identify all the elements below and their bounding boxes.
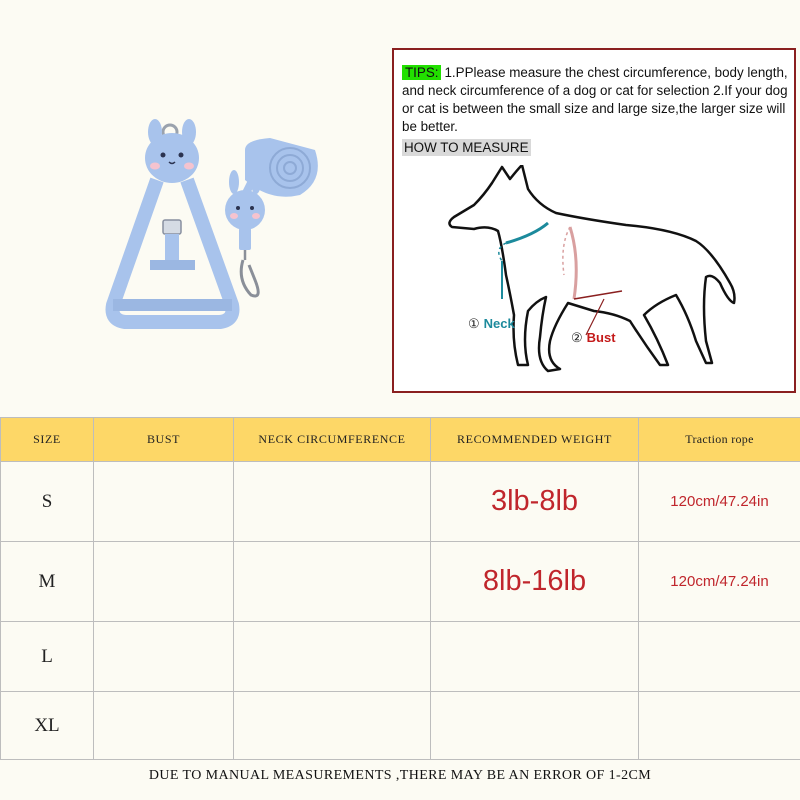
bust-label: [571, 330, 616, 346]
bust-cell: [94, 692, 234, 760]
tips-label: TIPS:: [402, 65, 441, 80]
harness-illustration: [113, 119, 233, 322]
table-row: [1, 462, 800, 542]
tips-panel: [392, 48, 796, 393]
size-chart-table: [0, 417, 800, 760]
weight-cell: 8lb-16lb: [431, 542, 639, 622]
bust-cell: [94, 622, 234, 692]
size-cell: L: [1, 622, 94, 692]
bust-label-text: Bust: [586, 330, 616, 345]
table-row: [1, 622, 800, 692]
header-size: SIZE: [1, 418, 94, 462]
neck-cell: [234, 462, 431, 542]
rope-cell: [639, 622, 800, 692]
neck-label-text: Neck: [483, 316, 515, 331]
table-row: [1, 692, 800, 760]
neck-number: ①: [468, 316, 480, 331]
rope-cell: 120cm/47.24in: [639, 542, 800, 622]
how-to-measure-heading: HOW TO MEASURE: [404, 140, 529, 155]
table-header-row: [1, 418, 800, 462]
neck-cell: [234, 542, 431, 622]
weight-cell: 3lb-8lb: [431, 462, 639, 542]
weight-cell: [431, 622, 639, 692]
leash-illustration: [225, 138, 318, 296]
bust-number: ②: [571, 330, 583, 345]
size-cell: S: [1, 462, 94, 542]
measurement-disclaimer: DUE TO MANUAL MEASUREMENTS ,THERE MAY BE AN ERROR OF 1-2CM: [148, 768, 652, 783]
rope-cell: [639, 692, 800, 760]
tips-text-block: [402, 64, 794, 136]
neck-cell: [234, 622, 431, 692]
header-bust: BUST: [94, 418, 234, 462]
bust-cell: [94, 462, 234, 542]
harness-leash-image: [95, 110, 325, 340]
header-neck: NECK CIRCUMFERENCE: [234, 418, 431, 462]
neck-cell: [234, 692, 431, 760]
rope-cell: 120cm/47.24in: [639, 462, 800, 542]
size-cell: M: [1, 542, 94, 622]
header-rope: Traction rope: [639, 418, 800, 462]
tips-body: 1.PPlease measure the chest circumference, body length, and neck circumference of a dog or cat for selection 2.If your dog or cat is between the small size and large size,the larger size will be better.: [402, 65, 788, 134]
table-row: [1, 542, 800, 622]
dog-silhouette-diagram: [444, 165, 744, 385]
size-cell: XL: [1, 692, 94, 760]
bust-cell: [94, 542, 234, 622]
weight-cell: [431, 692, 639, 760]
header-weight: RECOMMENDED WEIGHT: [431, 418, 639, 462]
neck-label: [468, 316, 515, 332]
